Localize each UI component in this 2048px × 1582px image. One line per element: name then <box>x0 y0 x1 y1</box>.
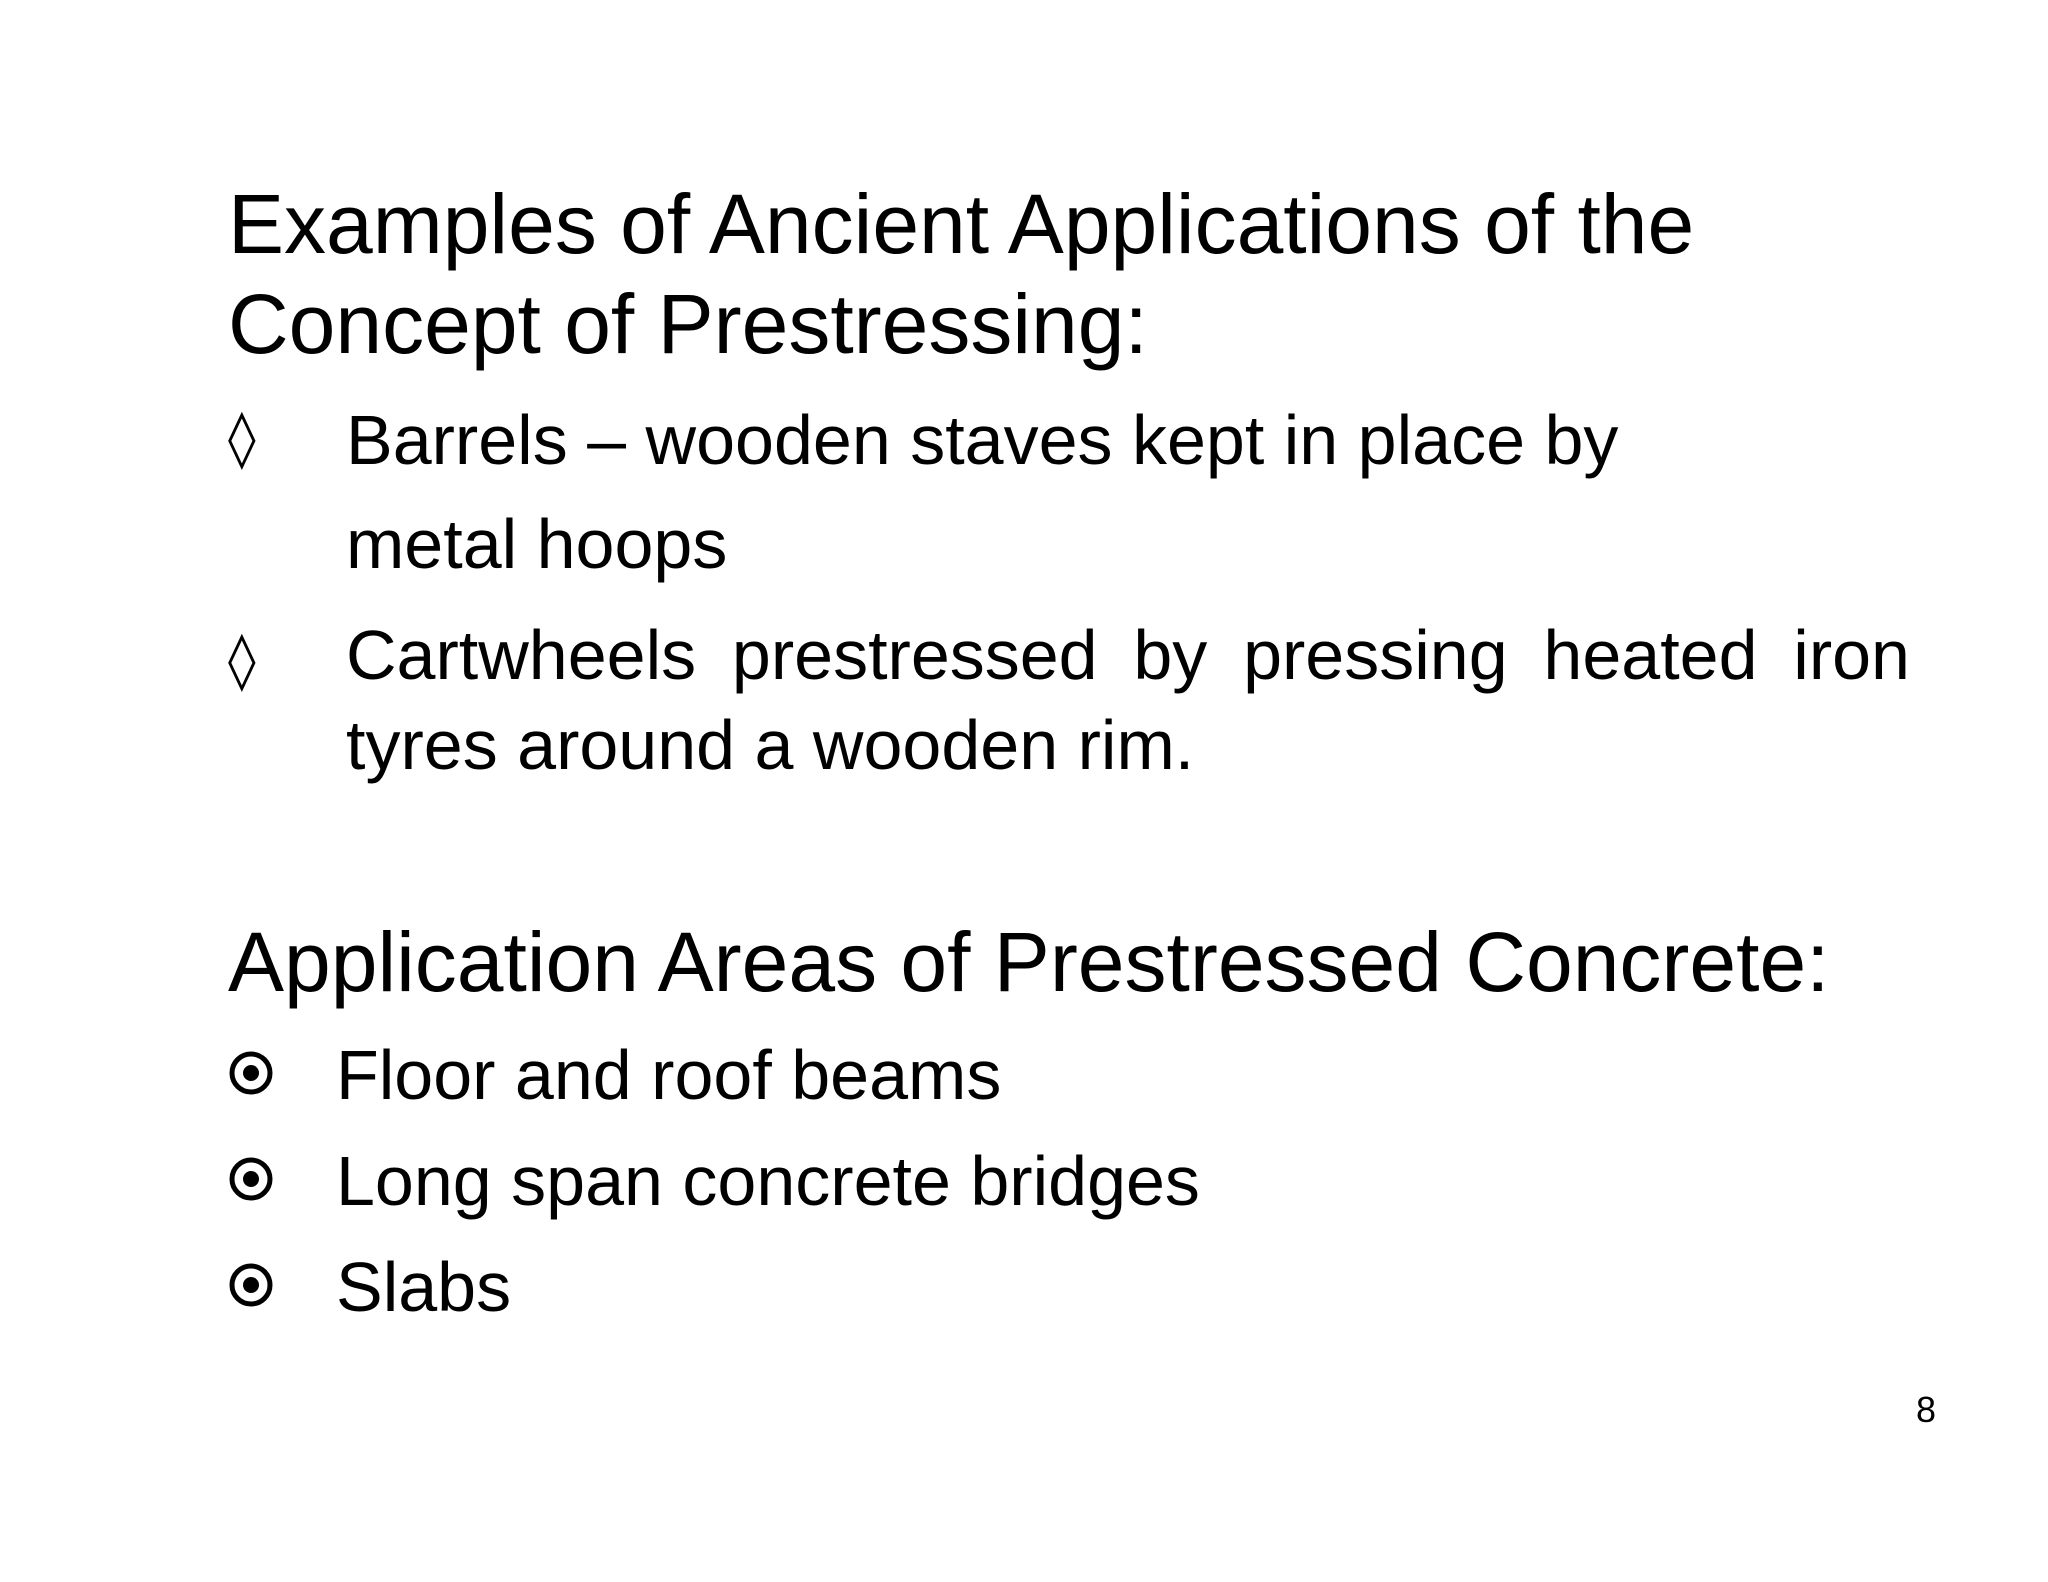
section-heading-application-areas: Application Areas of Prestressed Concrete: <box>228 915 1830 1009</box>
page-number: 8 <box>1915 1389 1937 1430</box>
circled-dot-icon <box>228 1050 274 1096</box>
heading-line: Concept of Prestressing: <box>228 277 1148 371</box>
list-item-text: Cartwheels prestressed by pressing heated iron tyres around a wooden rim. <box>346 616 1910 784</box>
circled-dot-icon <box>228 1262 274 1308</box>
circled-dot-icon <box>228 1156 274 1202</box>
list-item-text: Floor and roof beams <box>336 1036 1002 1114</box>
section-heading-ancient-applications <box>228 174 1694 374</box>
list-item-line: Barrels – wooden staves kept in place by <box>346 401 1619 479</box>
list-item-text: Long span concrete bridges <box>336 1142 1200 1220</box>
list-item-text <box>346 388 1910 596</box>
diamond-bullet-icon: ◊ <box>228 628 256 693</box>
diamond-bullet-icon: ◊ <box>228 406 256 471</box>
heading-line: Examples of Ancient Applications of the <box>228 177 1695 271</box>
list-item-line: metal hoops <box>346 505 728 583</box>
list-item-text: Slabs <box>336 1248 512 1326</box>
